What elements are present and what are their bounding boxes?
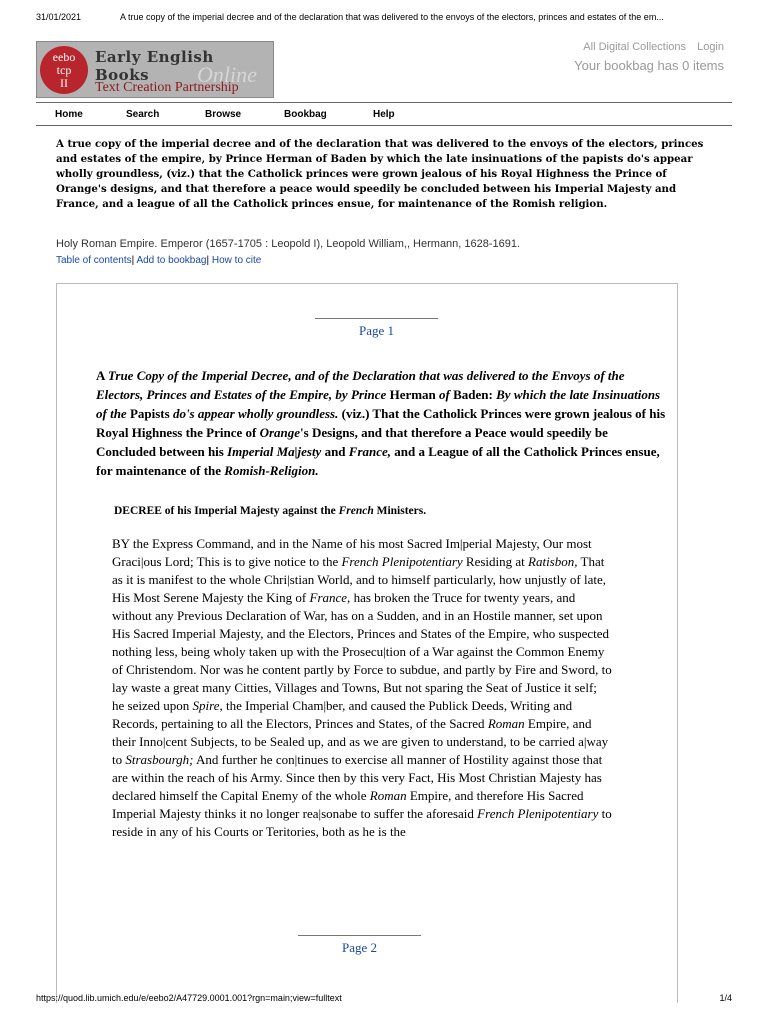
decree-body-text: BY the Express Command, and in the Name of his most Sacred Im|perial Majesty, Our most Graci|ous Lord; This is to give notice to the French Plenipotentiary Residing at Ratisbon, That as it is manifest to the whole Chri|stian World, and to himself particularly, how unjustly of late, His Most Serene Majesty the King of France, has broken the Truce for twenty years, and without any Previous Declaration of War, has on a Sudden, and in an Hostile manner, set upon His Sacred Imperial Majesty, and the Electors, Princes and States of the Empire, who suspected nothing less, being wholy taken up with the Prosecu|tion of a War against the Common Enemy of Christendom. Nor was he content partly by Force to subdue, and partly by Fire and Sword, to lay waste a great many Citties, Villages and Towns, But not sparing the Seat of Justice it self; he seized upon Spire, the Imperial Cham|ber, and caused the Publick Deeds, Writing and Records, pertaining to all the Electors, Princes and States, of the Sacred Roman Empire, and their Inno|cent Subjects, to be Sealed up, and as we are given to understand, to be carried a|way to Strasbourgh; And further he con|tinues to exercise all manner of Hostility against those that are within the reach of his Army. Since then by this very Fact, His Most Christian Majesty has declared himself the Capital Enemy of the whole Roman Empire, and therefore His Sacred Imperial Majesty thinks it no longer rea|sonabe to suffer the aforesaid French Plenipotentiary to reside in any of his Courts or Teritories, both as he is the [112,536,612,839]
footer-page-count: 1/4 [719,993,732,1003]
bookbag-status: Your bookbag has 0 items [574,58,724,73]
logo-title: Early English Books [95,48,214,84]
page-2-marker[interactable] [298,935,421,956]
eebo-logo-banner[interactable] [36,41,274,98]
decree-heading: DECREE of his Imperial Majesty against the French Ministers. [114,505,427,517]
table-of-contents-link[interactable]: Table of contents [56,255,132,266]
print-date: 31/01/2021 [36,12,82,22]
page-1-label: Page 1 [358,323,395,338]
document-title: A true copy of the imperial decree and of the declaration that was delivered to the envoys of the electors, princes and estates of the empire, by Prince Herman of Baden by which the late insinuations of the papists do's appear wholly groundless, (viz.) that the Catholick princes were grown jealous of his Royal Highness the Prince of Orange's designs, and that therefore a peace would speedily be concluded between his Imperial Majesty and France, and a league of all the Catholick princes ensue, for maintenance of the Romish religion. [56,138,704,210]
all-collections-link[interactable]: All Digital Collections [583,41,687,53]
main-nav [36,102,732,126]
footer-url: https://quod.lib.umich.edu/e/eebo2/A47729.0001.001?rgn=main;view=fulltext [36,993,342,1003]
badge-line-ii: II [60,76,68,90]
document-links: Table of contents| Add to bookbag| How to cite [56,255,262,266]
badge-line-eebo: eebo [52,50,76,64]
document-author: Holy Roman Empire. Emperor (1657-1705 : Leopold I), Leopold William,, Hermann, 1628-1691. [56,238,521,250]
top-links [575,41,724,53]
nav-browse[interactable]: Browse [205,109,242,120]
nav-help[interactable]: Help [373,109,395,120]
add-to-bookbag-link[interactable]: Add to bookbag [136,255,207,266]
nav-search[interactable]: Search [126,109,160,120]
lead-paragraph: A True Copy of the Imperial Decree, and of the Declaration that was delivered to the Envoys of the Electors, Princes and Estates of the Empire, by Prince Herman of Baden: By which the late Insinuations of the Papists do's appear wholly groundless. (viz.) That the Catholick Princes were grown jealous of his Royal Highness the Prince of Orange's Designs, and that therefore a Peace would speedily be Concluded between his Imperial Ma|jesty and France, and a League of all the Catholick Princes ensue, for maintenance of the Romish-Religion. [96,368,666,478]
how-to-cite-link[interactable]: How to cite [211,255,262,266]
eebo-tcp-badge [40,46,88,94]
logo-online-watermark: Online [197,62,257,87]
nav-bookbag[interactable]: Bookbag [284,109,327,120]
badge-line-tcp: tcp [56,63,72,77]
nav-home[interactable]: Home [55,109,83,120]
page-2-label: Page 2 [341,940,378,955]
page-1-marker[interactable] [315,318,438,339]
login-link[interactable]: Login [697,41,724,53]
logo-partnership-text: Text Creation Partnership [95,80,239,95]
print-title: A true copy of the imperial decree and of the declaration that was delivered to the envoys of the electors, princes and estates of the em... [120,12,664,22]
